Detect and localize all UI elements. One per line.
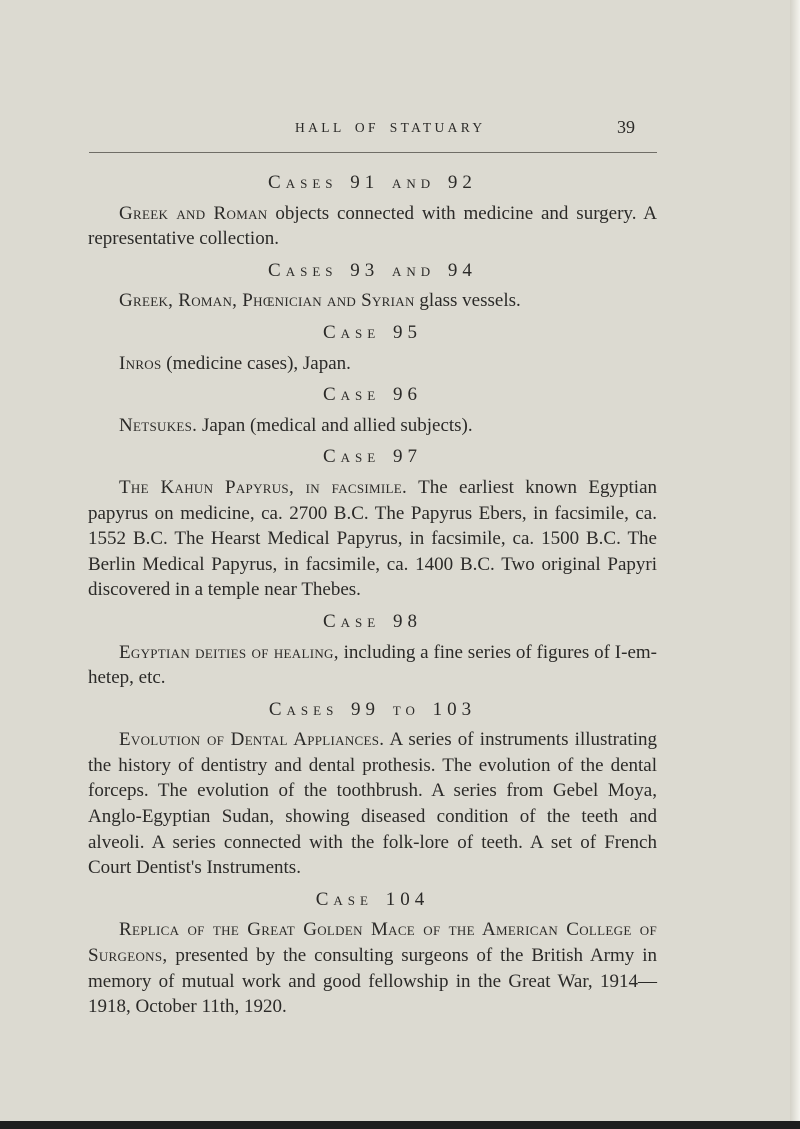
case-description [88,288,657,314]
case-text: Japan (medical and allied subjects). [197,414,473,436]
case-lead: Replica of the Great Golden Mace of the American College of Surgeons, [88,919,657,967]
case-heading: Case 95 [323,321,422,343]
page-number: 39 [617,117,635,137]
case-heading: Case 98 [323,610,422,632]
case-section [88,382,657,438]
case-description [88,640,657,691]
case-description [88,413,657,439]
case-text: presented by the consulting surgeons of the British Army in memory of mutual work and good fellowship in the Great War, 1914—1918, October 11th, 1920. [88,945,657,1018]
case-heading: Cases 93 and 94 [268,259,477,281]
case-heading: Case 97 [323,446,422,468]
case-section [88,170,657,252]
case-lead: The Kahun Papyrus, in facsimile. [119,476,408,498]
page-edge-right [790,0,800,1129]
case-lead: Inros [119,352,162,374]
case-heading: Case 96 [323,384,422,406]
case-heading: Case 104 [315,888,430,910]
page-body [88,170,657,1026]
header-rule [89,152,657,153]
case-description [88,917,657,1019]
case-lead: Netsukes. [119,414,198,436]
case-section [88,697,657,881]
case-lead: Egyptian deities of healing, [119,641,339,663]
case-text: glass vessels. [414,290,521,312]
case-heading: Cases 99 to 103 [268,698,477,720]
case-section [88,320,657,376]
case-lead: Evolution of Dental Appliances. [119,729,385,751]
case-text: (medicine cases), Japan. [161,352,351,374]
running-head [0,117,800,144]
case-lead: Greek and Roman [119,202,268,224]
case-text: The earliest known Egyptian papyrus on medicine, ca. 2700 B.C. The Papyrus Ebers, in facsimile, ca. 1552 B.C. The Hearst Medical Papyrus, in facsimile, ca. 1500 B.C. The Berlin Medical Papyrus, in facsimile, ca. 1400 B.C. Two original Papyri discovered in a temple near Thebes. [88,476,658,601]
case-section [88,887,657,1020]
case-heading: Cases 91 and 92 [268,172,477,193]
case-description [88,727,657,881]
case-text: objects connected with medicine and surgery. A representative collection. [88,202,657,250]
case-description [88,201,657,252]
page-edge-bottom [0,1121,800,1129]
case-section [88,609,657,691]
case-description [88,351,657,377]
case-text: A series of instruments illustrating the history of dentistry and dental prothesis. The evolution of the dental forceps. The evolution of the toothbrush. A series from Gebel Moya, Anglo-Egyptian Sudan, showing diseased condition of the teeth and alveoli. A series connected with the folk-lore of teeth. A set of French Court Dentist's Instruments. [88,729,657,879]
case-section [88,258,657,314]
case-description [88,475,657,603]
case-lead: Greek, Roman, Phœnician and Syrian [119,290,415,312]
case-section [88,444,657,603]
running-title: HALL OF STATUARY [295,120,486,135]
case-text: including a fine series of figures of I-em-hetep, etc. [88,641,657,689]
